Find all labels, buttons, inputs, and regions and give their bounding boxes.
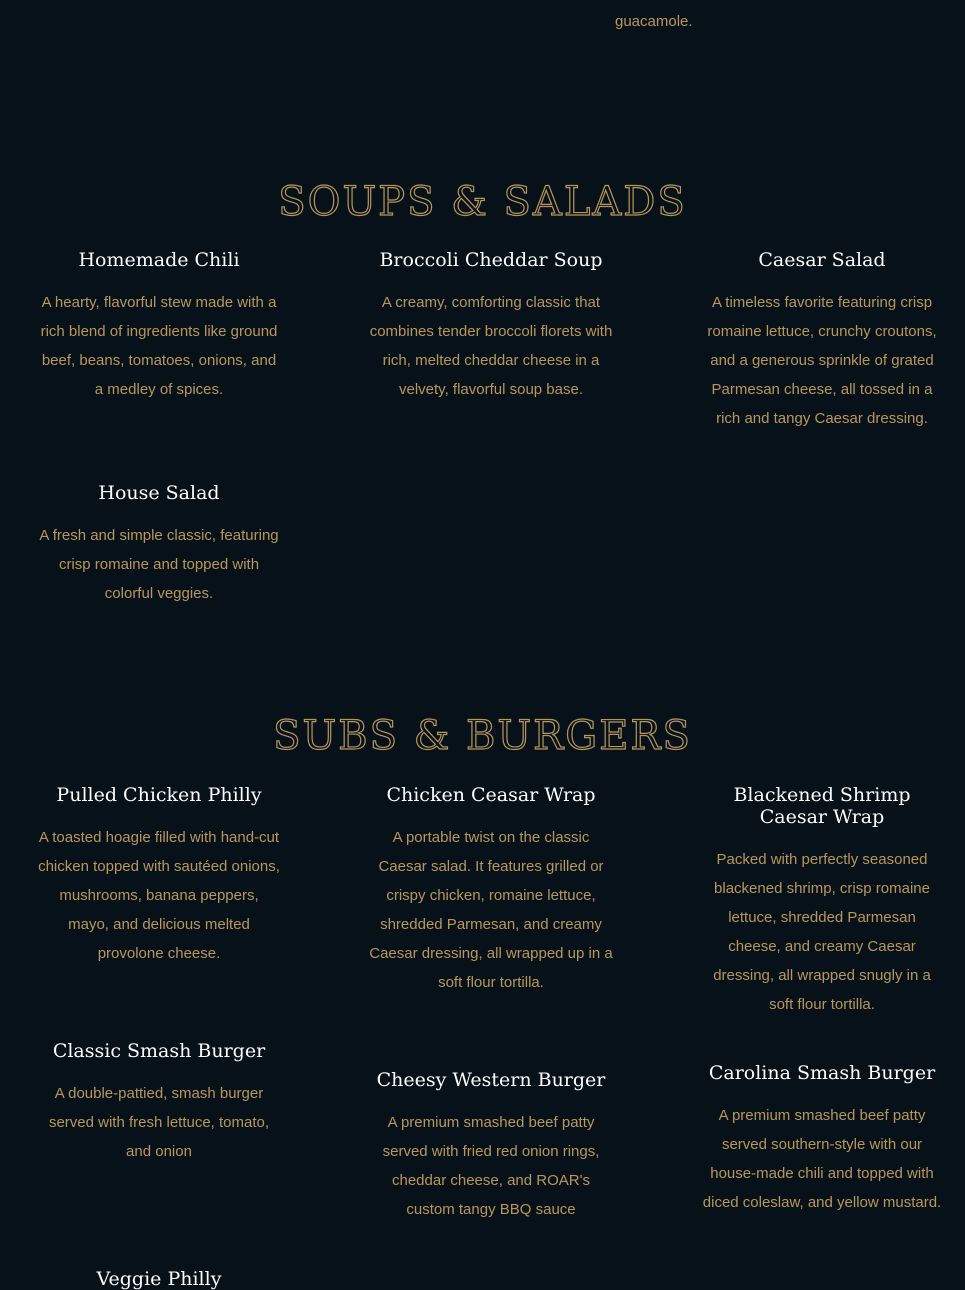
menu-item-name: Cheesy Western Burger: [376, 1069, 606, 1091]
menu-item-name: Broccoli Cheddar Soup: [379, 249, 603, 271]
section-title-soups-salads: [0, 178, 965, 225]
menu-item-description: A fresh and simple classic, featuring crisp romaine and topped with colorful veggies.: [39, 527, 279, 602]
menu-item-homemade-chili: [37, 249, 281, 404]
menu-item-description: A toasted hoagie filled with hand-cut chicken topped with sautéed onions, mushrooms, banana peppers, mayo, and delicious melted provolone cheese.: [38, 829, 280, 962]
menu-item-name: Caesar Salad: [758, 249, 886, 271]
menu-item-name: Classic Smash Burger: [52, 1040, 266, 1062]
menu-item-name: Homemade Chili: [78, 249, 240, 271]
menu-item-description: A double-pattied, smash burger served with fresh lettuce, tomato, and onion: [48, 1085, 270, 1160]
menu-item-description: A premium smashed beef patty served with fried red onion rings, cheddar cheese, and ROAR's custom tangy BBQ sauce: [382, 1114, 600, 1218]
section-title-text: SUBS & BURGERS: [273, 713, 692, 759]
menu-item-name: Pulled Chicken Philly: [56, 784, 262, 806]
menu-item-name: House Salad: [98, 482, 220, 504]
menu-item-name: Carolina Smash Burger: [708, 1062, 936, 1084]
menu-item-pulled-chicken-philly: [37, 784, 281, 968]
menu-item-blackened-shrimp-caesar-wrap: [700, 784, 944, 1019]
menu-item-description: A timeless favorite featuring crisp romaine lettuce, crunchy croutons, and a generous sprinkle of grated Parmesan cheese, all tossed in a rich and tangy Caesar dressing.: [707, 294, 937, 427]
menu-item-name: Blackened Shrimp Caesar Wrap: [733, 784, 911, 828]
menu-item-chicken-ceasar-wrap: [369, 784, 613, 997]
menu-item-house-salad: [37, 482, 281, 608]
menu-item-classic-smash-burger: [37, 1040, 281, 1166]
previous-section-fragment: [0, 0, 965, 40]
menu-item-name: Chicken Ceasar Wrap: [386, 784, 596, 806]
menu-item-broccoli-cheddar-soup: [369, 249, 613, 404]
menu-item-description: A creamy, comforting classic that combines tender broccoli florets with rich, melted cheddar cheese in a velvety, flavorful soup base.: [369, 294, 613, 398]
menu-item-caesar-salad: [700, 249, 944, 433]
menu-item-description: Packed with perfectly seasoned blackened shrimp, crisp romaine lettuce, shredded Parmesan cheese, and creamy Caesar dressing, all wrapped snugly in a soft flour tortilla.: [713, 851, 931, 1013]
section-title-text: SOUPS & SALADS: [278, 179, 687, 225]
menu-item-cheesy-western-burger: [369, 1069, 613, 1224]
menu-item-veggie-philly-name: Veggie Philly: [96, 1268, 222, 1290]
previous-item-description-tail: guacamole.: [615, 13, 693, 30]
menu-item-description: A premium smashed beef patty served southern-style with our house-made chili and topped with diced coleslaw, and yellow mustard.: [702, 1107, 942, 1211]
menu-item-carolina-smash-burger: [700, 1062, 944, 1217]
section-title-subs-burgers: [0, 712, 965, 759]
menu-item-description: A portable twist on the classic Caesar salad. It features grilled or crispy chicken, romaine lettuce, shredded Parmesan, and creamy Caesar dressing, all wrapped up in a soft flour tortilla.: [369, 829, 613, 991]
menu-item-description: A hearty, flavorful stew made with a rich blend of ingredients like ground beef, beans, tomatoes, onions, and a medley of spices.: [40, 294, 278, 398]
